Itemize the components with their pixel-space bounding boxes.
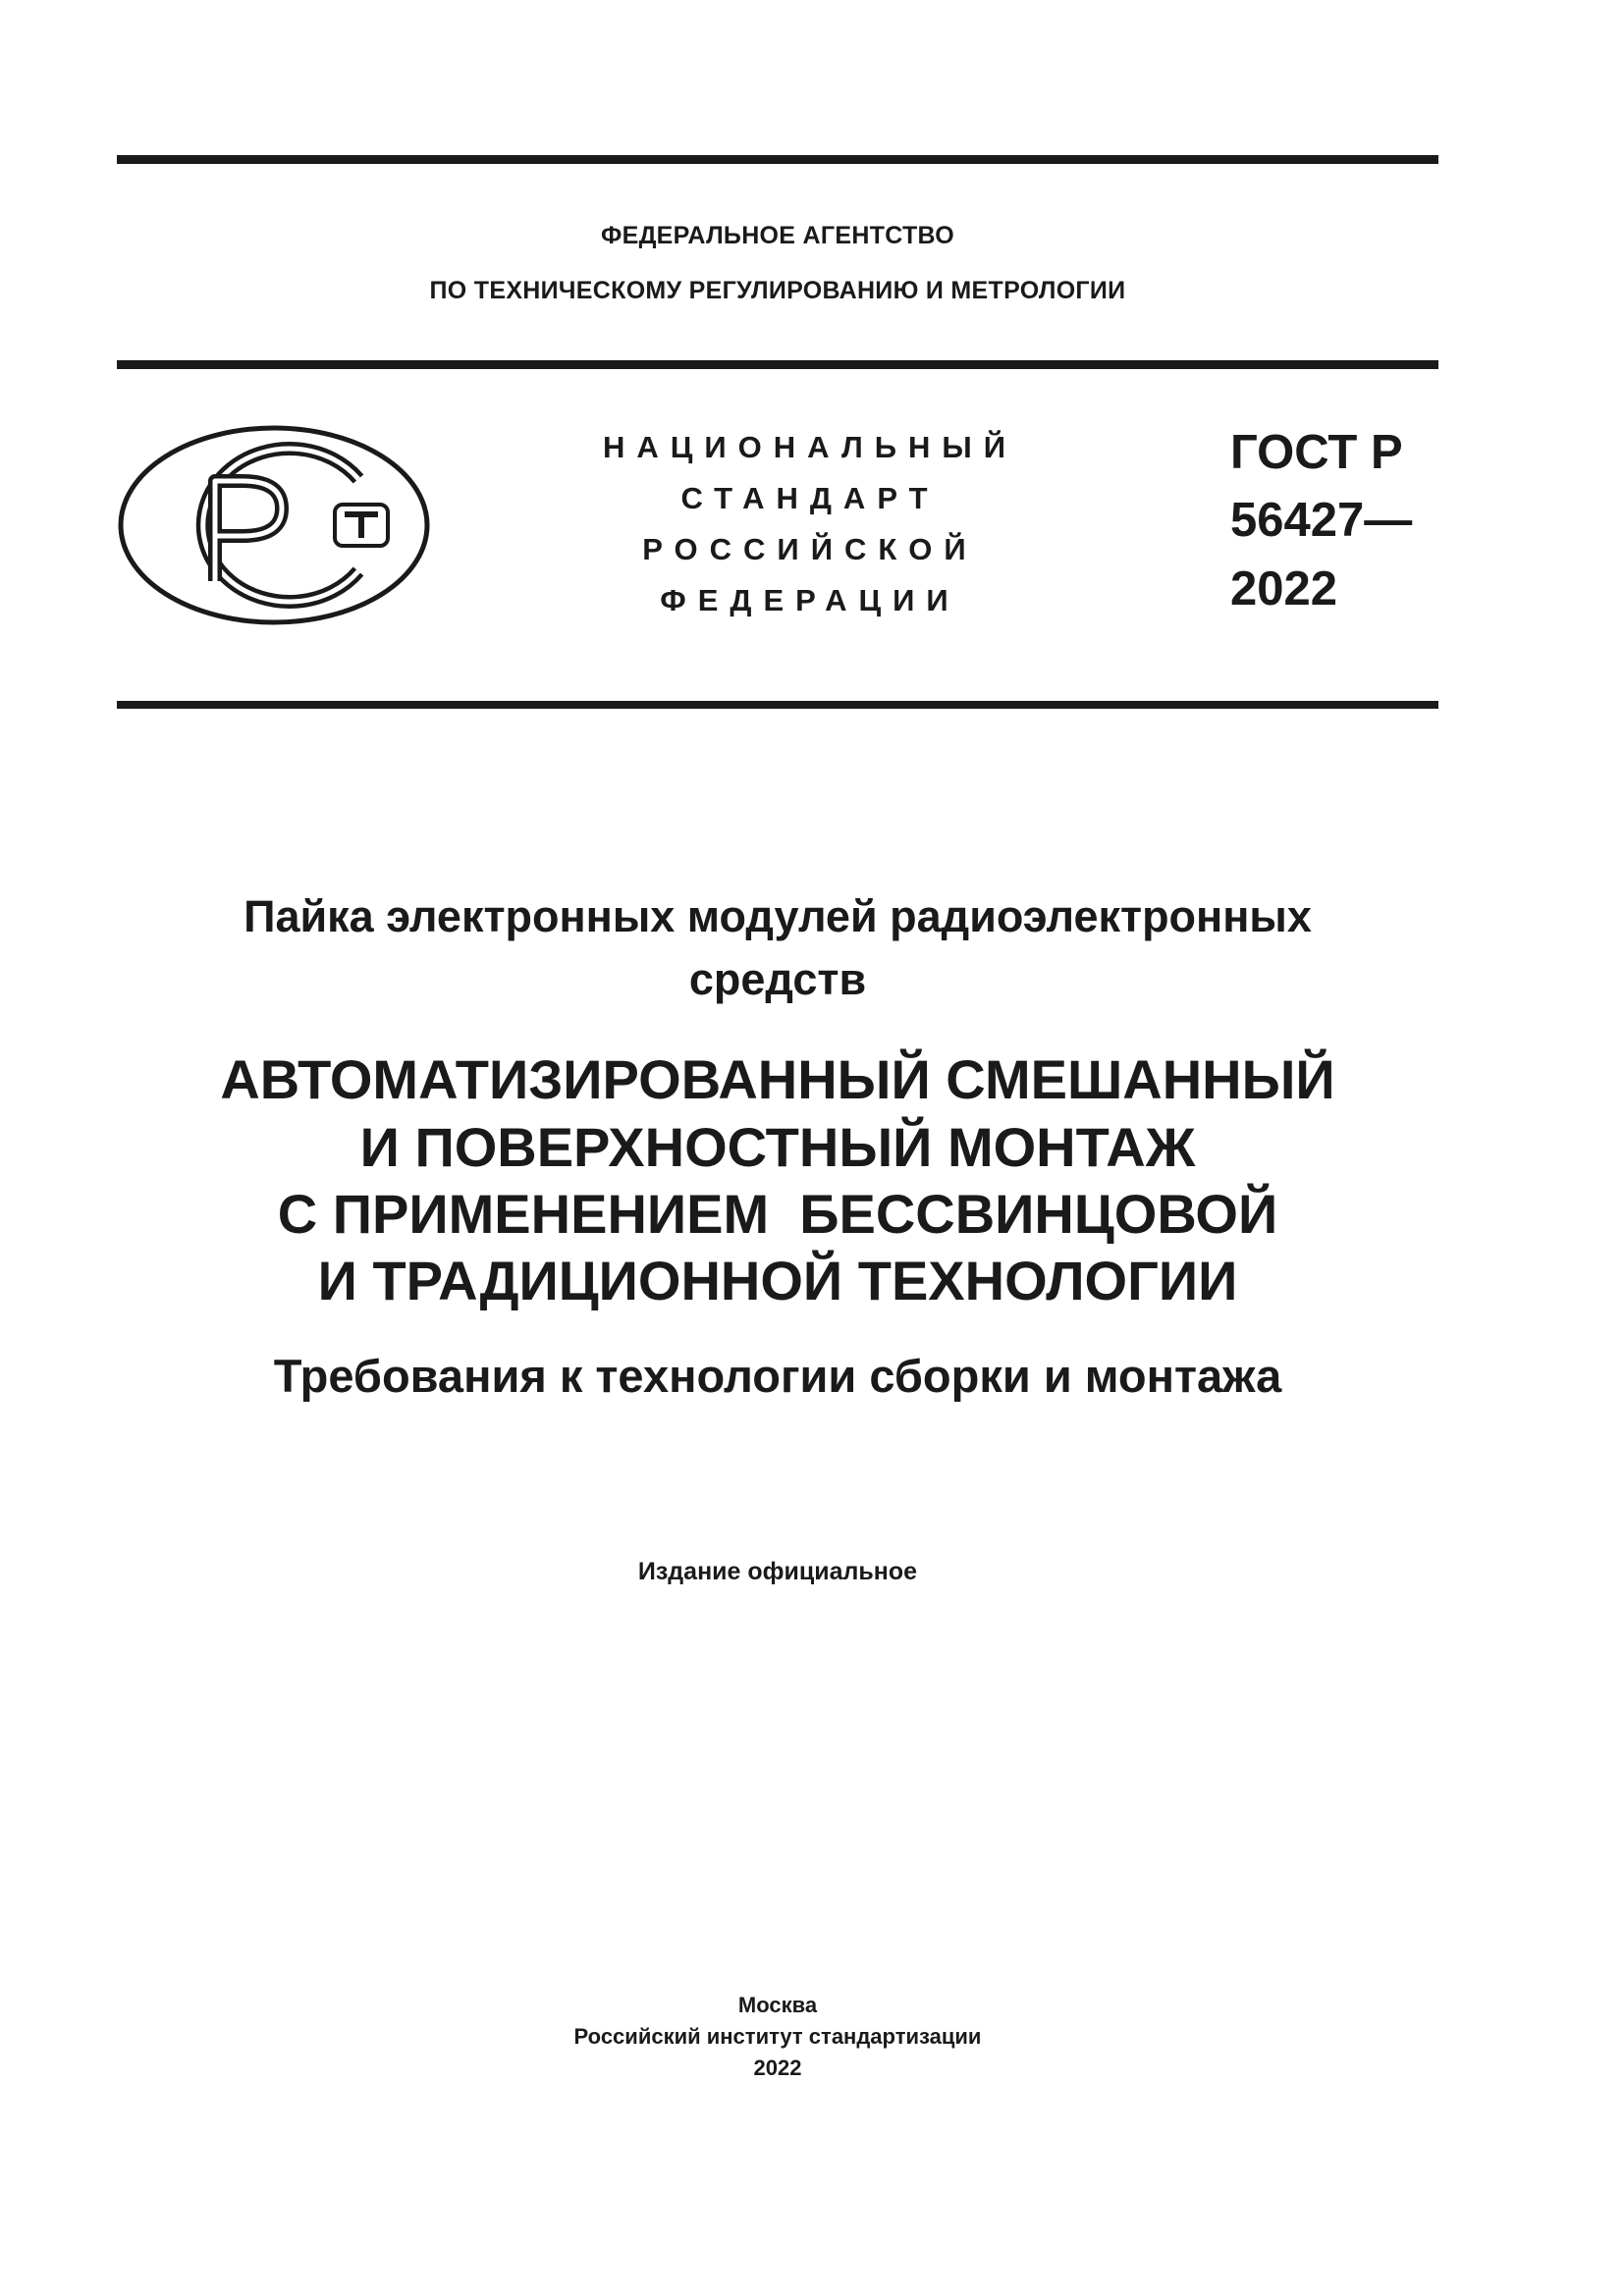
national-standard-line-3: РОССИЙСКОЙ bbox=[642, 532, 978, 566]
gost-designation-line-1: ГОСТ Р bbox=[1230, 426, 1403, 479]
title-line-4: И ТРАДИЦИОННОЙ ТЕХНОЛОГИИ bbox=[317, 1250, 1238, 1311]
national-standard-line-1: НАЦИОНАЛЬНЫЙ bbox=[602, 430, 1018, 464]
top-divider bbox=[117, 155, 1438, 164]
header-divider bbox=[117, 360, 1438, 369]
requirements-subtitle: Требования к технологии сборки и монтажа bbox=[273, 1350, 1282, 1402]
gost-designation-line-3: 2022 bbox=[1230, 562, 1338, 615]
title-line-2: И ПОВЕРХНОСТНЫЙ МОНТАЖ bbox=[359, 1116, 1196, 1178]
subject-line-2: средств bbox=[688, 954, 867, 1004]
national-standard-line-4: ФЕДЕРАЦИИ bbox=[660, 583, 960, 617]
title-line-3: С ПРИМЕНЕНИЕМ БЕССВИНЦОВОЙ bbox=[277, 1183, 1278, 1245]
edition-label: Издание официальное bbox=[637, 1558, 918, 1585]
imprint-year: 2022 bbox=[753, 2056, 802, 2080]
national-standard-line-2: СТАНДАРТ bbox=[680, 481, 940, 515]
bottom-header-divider bbox=[117, 701, 1438, 709]
agency-line-2: ПО ТЕХНИЧЕСКОМУ РЕГУЛИРОВАНИЮ И МЕТРОЛОГИИ bbox=[429, 277, 1126, 304]
imprint-publisher: Российский институт стандартизации bbox=[573, 2024, 982, 2049]
gost-r-mark-icon bbox=[117, 424, 431, 626]
subject-line-1: Пайка электронных модулей радиоэлектронных bbox=[244, 891, 1312, 941]
imprint-city: Москва bbox=[737, 1993, 818, 2017]
agency-line-1: ФЕДЕРАЛЬНОЕ АГЕНТСТВО bbox=[600, 222, 955, 249]
gost-designation-line-2: 56427— bbox=[1230, 494, 1413, 547]
title-line-1: АВТОМАТИЗИРОВАННЫЙ СМЕШАННЫЙ bbox=[220, 1048, 1335, 1110]
